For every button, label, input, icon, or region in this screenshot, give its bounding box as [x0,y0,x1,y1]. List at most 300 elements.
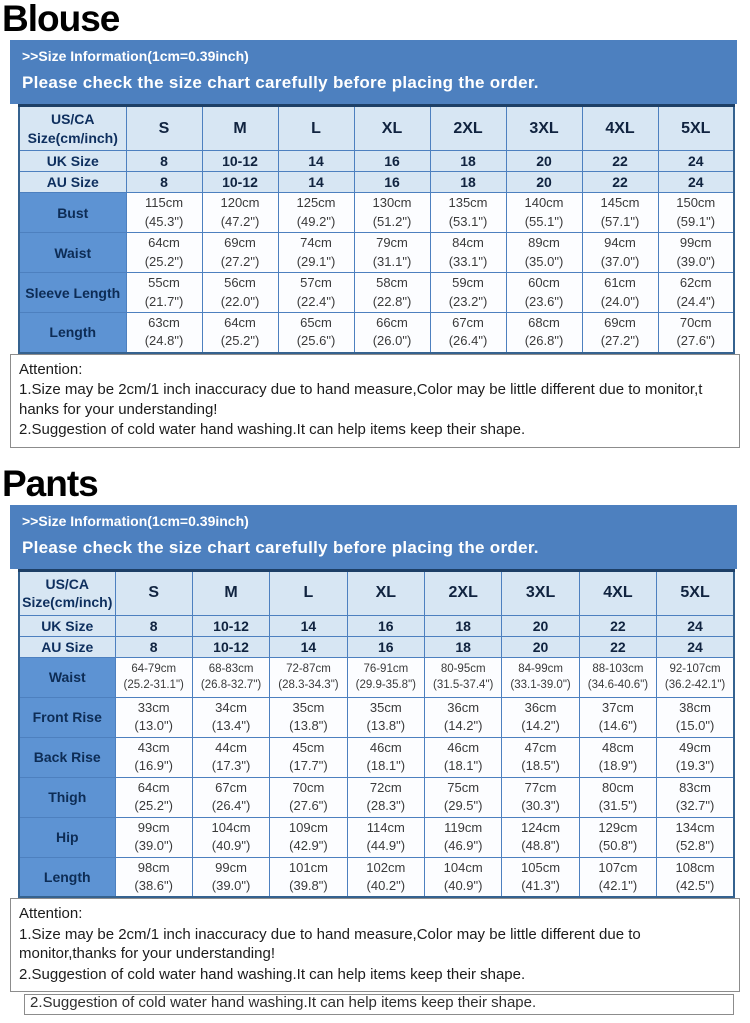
size-col-header: L [278,106,354,151]
measurement-inch-value: (28.3") [366,798,406,813]
size-col-header: 3XL [502,570,579,615]
measurement-row-label: Waist [19,657,115,697]
size-value-cell: 10-12 [192,636,269,657]
measurement-cm-value: 63cm [148,315,180,331]
size-row-label: UK Size [19,151,126,172]
measurement-inch-value: (39.0") [676,253,716,269]
pants-size-info-banner [10,505,737,569]
measurement-cm-value: 60cm [528,275,560,291]
measurement-cm-value: 61cm [604,275,636,291]
measurement-inch-value: (18.1") [443,758,483,773]
measurement-cell [425,657,502,697]
measurement-inch-value: (22.8") [372,293,412,309]
measurement-cm-value: 46cm [447,739,480,755]
pants-section [0,462,750,993]
measurement-inch-value: (14.2") [521,718,560,733]
measurement-inch-value: (25.2") [134,798,173,813]
measurement-cm-value: 69cm [604,315,636,331]
measurement-cell [347,697,424,737]
measurement-cell [202,313,278,353]
measurement-cell [658,233,734,273]
measurement-cell [430,313,506,353]
size-row-label: UK Size [19,615,115,636]
blouse-title: Blouse [2,0,120,39]
size-info-heading: >>Size Information(1cm=0.39inch) [22,48,249,64]
measurement-cell [126,233,202,273]
measurement-cell [270,777,347,817]
measurement-inch-value: (24.0") [600,293,640,309]
measurement-cell [657,817,734,857]
measurement-cell [270,657,347,697]
measurement-cell [278,313,354,353]
measurement-cell [658,313,734,353]
measurement-inch-value: (29.9-35.8") [355,679,416,691]
measurement-inch-value: (42.9") [289,838,328,853]
measurement-cm-value: 120cm [220,195,260,211]
measurement-inch-value: (26.0") [372,333,412,349]
measurement-cm-value: 55cm [148,275,180,291]
measurement-cm-value: 109cm [288,819,328,835]
measurement-cm-value: 140cm [524,195,564,211]
measurement-row-label: Bust [19,193,126,233]
measurement-inch-value: (38.6") [134,877,173,893]
size-value-cell: 18 [430,151,506,172]
size-value-cell: 8 [115,636,192,657]
measurement-cell [278,233,354,273]
measurement-inch-value: (44.9") [366,838,406,853]
measurement-cell [126,313,202,353]
measurement-cm-value: 59cm [452,275,484,291]
measurement-inch-value: (45.3") [144,213,184,229]
measurement-inch-value: (18.5") [521,758,560,773]
measurement-inch-value: (27.6") [676,333,716,349]
size-value-cell: 16 [347,636,424,657]
measurement-cell [278,193,354,233]
measurement-cell [270,817,347,857]
size-value-cell: 14 [270,615,347,636]
measurement-cm-value: 99cm [137,819,170,835]
measurement-inch-value: (27.6") [289,798,328,813]
measurement-cm-value: 80-95cm [440,662,486,675]
measurement-cm-value: 80cm [602,779,634,795]
measurement-inch-value: (39.0") [211,877,251,893]
size-conversion-row [19,172,734,193]
size-value-cell: 24 [658,172,734,193]
measurement-cell [202,233,278,273]
measurement-cell [502,777,579,817]
measurement-inch-value: (13.8") [366,718,406,733]
measurement-row [19,273,734,313]
measurement-inch-value: (48.8") [521,838,560,853]
measurement-inch-value: (32.7") [675,798,715,813]
measurement-row [19,313,734,353]
size-conversion-row [19,636,734,657]
measurement-inch-value: (22.0") [220,293,260,309]
measurement-cell [425,857,502,897]
measurement-cm-value: 114cm [366,819,405,835]
measurement-inch-value: (19.3") [675,758,715,773]
measurement-cm-value: 70cm [292,779,325,795]
size-chart-table [18,569,735,899]
measurement-inch-value: (42.1") [598,877,638,893]
size-value-cell: 10-12 [192,615,269,636]
measurement-cm-value: 74cm [300,235,332,251]
pants-title: Pants [2,462,98,504]
size-value-cell: 24 [657,636,734,657]
size-value-cell: 14 [278,172,354,193]
measurement-row-label: Sleeve Length [19,273,126,313]
measurement-row-label: Back Rise [19,737,115,777]
measurement-cm-value: 48cm [602,739,634,755]
pants-table-host [0,569,750,899]
measurement-cm-value: 75cm [447,779,480,795]
clipped-duplicate-note-box [24,994,734,1015]
measurement-inch-value: (39.0") [134,838,173,853]
measurement-cell [657,657,734,697]
measurement-inch-value: (21.7") [144,293,184,309]
measurement-inch-value: (55.1") [524,213,564,229]
measurement-row [19,193,734,233]
measurement-inch-value: (13.4") [211,718,251,733]
size-corner-label: US/CA Size(cm/inch) [19,570,115,615]
size-col-header: S [126,106,202,151]
measurement-inch-value: (25.2-31.1") [123,679,184,691]
measurement-row-label: Thigh [19,777,115,817]
measurement-cm-value: 65cm [300,315,332,331]
measurement-cell [347,817,424,857]
measurement-inch-value: (13.8") [289,718,328,733]
measurement-cell [347,777,424,817]
measurement-cm-value: 84-99cm [518,662,563,675]
measurement-inch-value: (40.9") [443,877,483,893]
size-col-header: 2XL [430,106,506,151]
measurement-inch-value: (39.8") [289,877,328,893]
size-value-cell: 20 [502,636,579,657]
measurement-inch-value: (40.9") [211,838,251,853]
measurement-cell [425,697,502,737]
measurement-cm-value: 70cm [679,315,712,331]
attention-heading: Attention: [19,905,83,922]
measurement-cell [126,273,202,313]
size-col-header: XL [347,570,424,615]
size-header-row [19,106,734,151]
measurement-cm-value: 108cm [675,859,715,875]
measurement-row [19,737,734,777]
measurement-cell [579,737,656,777]
measurement-inch-value: (18.9") [598,758,638,773]
size-value-cell: 16 [354,151,430,172]
measurement-cell [657,737,734,777]
measurement-cell [425,737,502,777]
measurement-cm-value: 83cm [679,779,711,795]
measurement-row-label: Front Rise [19,697,115,737]
measurement-cell [657,697,734,737]
measurement-cm-value: 36cm [447,699,480,715]
attention-note-1: 1.Size may be 2cm/1 inch inaccuracy due to hand measure,Color may be little different due to monitor,thanks for your understanding! [19,925,641,962]
measurement-cm-value: 101cm [288,859,328,875]
measurement-row-label: Hip [19,817,115,857]
size-value-cell: 24 [658,151,734,172]
measurement-cell [506,313,582,353]
measurement-inch-value: (17.7") [289,758,328,773]
size-value-cell: 18 [425,636,502,657]
size-chart-table [18,104,735,354]
measurement-cm-value: 119cm [444,819,483,835]
size-info-heading: >>Size Information(1cm=0.39inch) [22,512,249,529]
measurement-cm-value: 33cm [137,699,170,715]
measurement-cell [115,737,192,777]
measurement-cm-value: 49cm [679,739,711,755]
measurement-cm-value: 72cm [369,779,402,795]
measurement-cell [502,657,579,697]
measurement-cell [582,273,658,313]
measurement-cm-value: 57cm [300,275,332,291]
measurement-cm-value: 77cm [524,779,557,795]
measurement-cell [115,697,192,737]
measurement-cell [502,737,579,777]
blouse-size-info-banner [10,40,737,104]
measurement-cm-value: 99cm [215,859,247,875]
measurement-cell [657,857,734,897]
measurement-cell [347,657,424,697]
measurement-cell [579,817,656,857]
measurement-inch-value: (53.1") [448,213,488,229]
measurement-inch-value: (52.8") [675,838,715,853]
measurement-cell [202,193,278,233]
blouse-section [0,0,750,448]
measurement-inch-value: (26.4") [211,798,251,813]
attention-heading: Attention: [19,360,83,378]
size-value-cell: 16 [354,172,430,193]
measurement-cm-value: 89cm [528,235,560,251]
measurement-inch-value: (25.2") [220,333,260,349]
measurement-cm-value: 124cm [521,819,561,835]
measurement-inch-value: (26.8-32.7") [200,679,262,691]
measurement-inch-value: (25.2") [144,253,184,269]
measurement-inch-value: (24.8") [144,333,184,349]
measurement-inch-value: (59.1") [676,213,716,229]
measurement-cm-value: 64cm [148,235,180,251]
measurement-cell [192,777,269,817]
measurement-row-label: Waist [19,233,126,273]
measurement-cm-value: 129cm [598,819,638,835]
measurement-cell [502,857,579,897]
measurement-inch-value: (37.0") [600,253,640,269]
measurement-cm-value: 37cm [602,699,634,715]
measurement-inch-value: (22.4") [296,293,336,309]
measurement-cell [430,273,506,313]
measurement-inch-value: (41.3") [521,877,560,893]
measurement-inch-value: (14.6") [598,718,638,733]
measurement-cm-value: 35cm [369,699,402,715]
measurement-cell [202,273,278,313]
measurement-inch-value: (25.6") [296,333,336,349]
measurement-cm-value: 72-87cm [286,662,331,675]
measurement-inch-value: (24.4") [676,293,716,309]
measurement-cm-value: 88-103cm [592,662,644,675]
size-header-row [19,570,734,615]
measurement-cm-value: 150cm [676,195,716,211]
measurement-inch-value: (34.6-40.6") [587,679,649,691]
measurement-cell [126,193,202,233]
measurement-cm-value: 68cm [528,315,560,331]
measurement-cell [270,697,347,737]
measurement-cm-value: 68-83cm [208,662,254,675]
size-conversion-row [19,615,734,636]
measurement-inch-value: (40.2") [366,877,406,893]
measurement-inch-value: (27.2") [220,253,260,269]
size-value-cell: 14 [270,636,347,657]
measurement-row [19,817,734,857]
measurement-cell [579,657,656,697]
measurement-inch-value: (23.2") [448,293,488,309]
measurement-cm-value: 34cm [215,699,247,715]
measurement-cm-value: 84cm [452,235,484,251]
measurement-cm-value: 76-91cm [363,662,409,675]
measurement-cm-value: 56cm [224,275,256,291]
measurement-cm-value: 107cm [598,859,638,875]
measurement-cell [278,273,354,313]
measurement-inch-value: (57.1") [600,213,640,229]
measurement-inch-value: (50.8") [598,838,638,853]
measurement-cm-value: 92-107cm [669,662,721,675]
size-conversion-row [19,151,734,172]
pants-attention-box [10,898,740,992]
clipped-duplicate-note: 2.Suggestion of cold water hand washing.It can help items keep their shape. [30,994,537,1011]
measurement-cell [657,777,734,817]
measurement-cm-value: 36cm [524,699,557,715]
measurement-cell [347,857,424,897]
blouse-attention-box [10,354,740,448]
measurement-inch-value: (17.3") [211,758,251,773]
size-value-cell: 22 [579,636,656,657]
measurement-cm-value: 35cm [292,699,325,715]
measurement-cm-value: 64-79cm [131,662,177,675]
measurement-cm-value: 64cm [137,779,170,795]
measurement-cell [115,777,192,817]
measurement-cm-value: 115cm [144,195,184,211]
measurement-inch-value: (35.0") [524,253,564,269]
measurement-cell [425,817,502,857]
size-chart-notice: Please check the size chart carefully before placing the order. [22,73,539,92]
measurement-inch-value: (31.5-37.4") [433,679,494,691]
measurement-cm-value: 102cm [366,859,406,875]
blouse-table-host [0,104,750,354]
measurement-cm-value: 145cm [600,195,640,211]
attention-note-2: 2.Suggestion of cold water hand washing.It can help items keep their shape. [19,421,526,438]
measurement-inch-value: (14.2") [443,718,483,733]
measurement-cell [506,193,582,233]
measurement-cell [658,273,734,313]
measurement-inch-value: (15.0") [675,718,715,733]
size-col-header: M [192,570,269,615]
size-value-cell: 8 [115,615,192,636]
size-col-header: L [270,570,347,615]
size-value-cell: 10-12 [202,151,278,172]
measurement-cell [582,313,658,353]
measurement-row-label: Length [19,313,126,353]
measurement-cm-value: 135cm [448,195,488,211]
size-value-cell: 22 [582,172,658,193]
measurement-cm-value: 45cm [292,739,325,755]
measurement-row [19,657,734,697]
measurement-cm-value: 79cm [376,235,408,251]
measurement-cell [579,777,656,817]
measurement-cell [425,777,502,817]
size-value-cell: 18 [430,172,506,193]
measurement-inch-value: (42.5") [675,877,715,893]
measurement-inch-value: (47.2") [220,213,260,229]
measurement-cm-value: 46cm [369,739,402,755]
measurement-inch-value: (23.6") [524,293,564,309]
measurement-cm-value: 38cm [679,699,711,715]
measurement-cell [347,737,424,777]
measurement-inch-value: (13.0") [134,718,173,733]
measurement-cell [579,857,656,897]
measurement-cell [354,313,430,353]
measurement-inch-value: (33.1") [448,253,488,269]
measurement-cm-value: 125cm [296,195,336,211]
measurement-inch-value: (31.1") [372,253,412,269]
size-col-header: 5XL [657,570,734,615]
measurement-cm-value: 104cm [211,819,251,835]
measurement-cell [115,857,192,897]
size-value-cell: 8 [126,172,202,193]
measurement-row [19,697,734,737]
size-row-label: AU Size [19,172,126,193]
size-col-header: S [115,570,192,615]
measurement-cell [192,817,269,857]
measurement-cm-value: 67cm [452,315,484,331]
measurement-cell [115,657,192,697]
measurement-cm-value: 99cm [679,235,712,251]
size-value-cell: 16 [347,615,424,636]
measurement-row-label: Length [19,857,115,897]
measurement-inch-value: (18.1") [366,758,406,773]
measurement-cell [270,737,347,777]
measurement-cell [430,233,506,273]
measurement-cm-value: 67cm [215,779,247,795]
measurement-cm-value: 43cm [137,739,170,755]
measurement-cm-value: 44cm [215,739,247,755]
measurement-cell [192,737,269,777]
size-value-cell: 18 [425,615,502,636]
measurement-cm-value: 105cm [521,859,561,875]
size-col-header: 4XL [582,106,658,151]
size-col-header: 3XL [506,106,582,151]
measurement-inch-value: (16.9") [134,758,173,773]
measurement-row [19,777,734,817]
measurement-inch-value: (26.4") [448,333,488,349]
measurement-cm-value: 94cm [604,235,636,251]
measurement-cm-value: 66cm [376,315,408,331]
size-value-cell: 20 [506,172,582,193]
size-value-cell: 24 [657,615,734,636]
size-col-header: XL [354,106,430,151]
measurement-cell [270,857,347,897]
measurement-cell [354,233,430,273]
measurement-cm-value: 134cm [675,819,715,835]
size-value-cell: 20 [506,151,582,172]
measurement-cell [502,817,579,857]
measurement-cell [192,657,269,697]
measurement-cell [506,233,582,273]
measurement-cell [192,857,269,897]
attention-note-2: 2.Suggestion of cold water hand washing.It can help items keep their shape. [19,965,526,983]
measurement-cell [658,193,734,233]
size-corner-label: US/CA Size(cm/inch) [19,106,126,151]
size-col-header: 2XL [425,570,502,615]
